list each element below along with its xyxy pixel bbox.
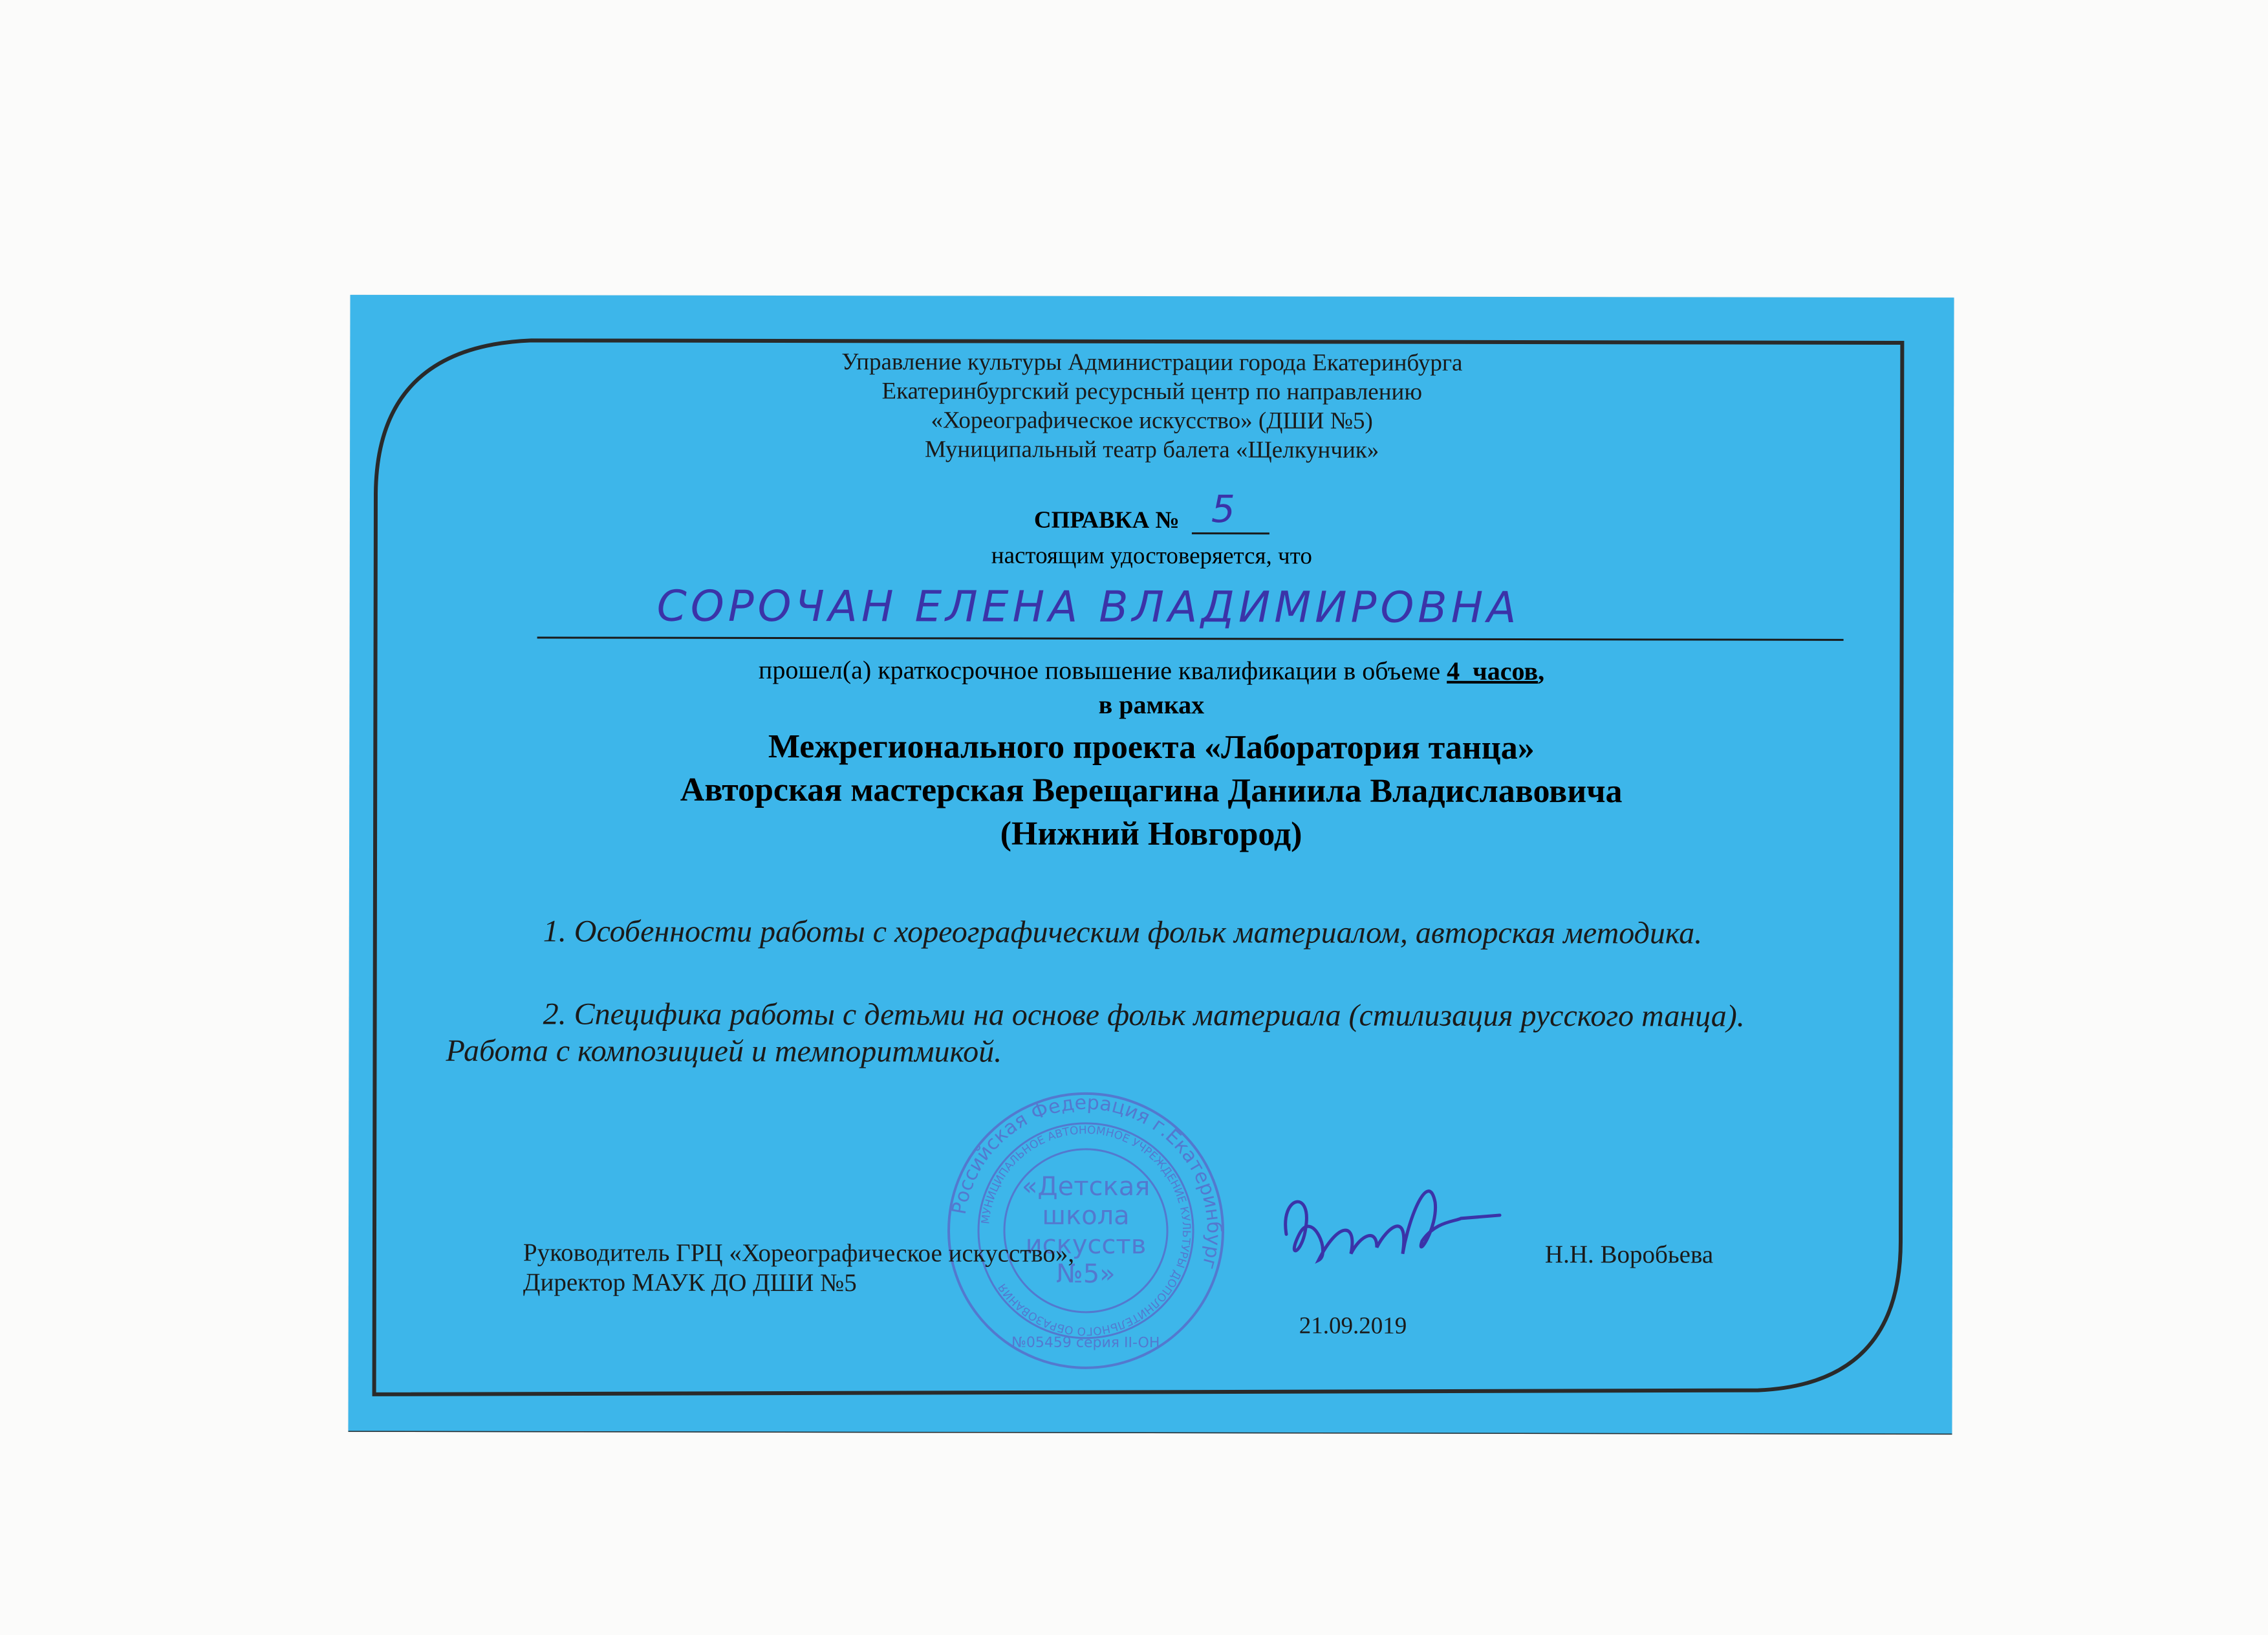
header-line-3: «Хореографическое искусство» (ДШИ №5) — [931, 407, 1373, 435]
certificate-number: 5 — [1211, 487, 1239, 532]
topic-item-1: 1. Особенности работы с хореографическим фольк материалом, авторская методика. — [543, 914, 1703, 951]
signatory-role-2: Директор МАУК ДО ДШИ №5 — [523, 1268, 857, 1297]
recipient-line — [537, 581, 1844, 641]
completed-prefix: прошел(а) краткосрочное повышение квалификации в объеме — [758, 655, 1441, 686]
stamp-outer-text: Российская Федерация г.Екатеринбург — [947, 1091, 1226, 1272]
project-line-2: Авторская мастерская Верещагина Даниила Владиславовича — [680, 771, 1623, 810]
stamp-center-3: искусств — [1025, 1229, 1147, 1260]
stamp-reg-number: №05459 серия II-OH — [1011, 1334, 1160, 1352]
header-line-1: Управление культуры Администрации города Екатеринбурга — [841, 349, 1463, 376]
official-stamp — [944, 1088, 1229, 1373]
certificate-label: СПРАВКА № — [1033, 506, 1180, 534]
certificate-number-field — [1192, 487, 1269, 534]
topic-item-2: 2. Специфика работы с детьми на основе фольк материала (стилизация русского танца). Работа с композицией и темпоритмикой. — [446, 997, 1745, 1069]
recipient-name: СОРОЧАН ЕЛЕНА ВЛАДИМИРОВНА — [656, 581, 1520, 633]
header-line-4: Муниципальный театр балета «Щелкунчик» — [924, 436, 1379, 464]
project-line-1: Межрегионального проекта «Лаборатория танца» — [768, 728, 1535, 767]
stamp-center-1: «Детская — [1021, 1171, 1150, 1202]
stamp-center-2: школа — [1042, 1200, 1130, 1231]
handwritten-signature — [1273, 1156, 1532, 1286]
signatory-role-1: Руководитель ГРЦ «Хореографическое искусство», — [523, 1239, 1075, 1268]
within-text: в рамках — [1098, 689, 1205, 720]
completed-text — [349, 654, 1953, 687]
header-line-2: Екатеринбургский ресурсный центр по направлению — [881, 378, 1423, 406]
hours-value: 4 часов — [1447, 656, 1539, 686]
certificate-title — [350, 487, 1954, 536]
hours-suffix: , — [1538, 656, 1545, 686]
stamp-inner-text: МУНИЦИПАЛЬНОЕ АВТОНОМНОЕ УЧРЕЖДЕНИЕ КУЛЬТУРЫ ДОПОЛНИТЕЛЬНОГО ОБРАЗОВАНИЯ — [979, 1123, 1193, 1337]
certificate-sheet — [348, 295, 1954, 1435]
project-line-3: (Нижний Новгород) — [1000, 815, 1302, 853]
signatory-name: Н.Н. Воробьева — [1544, 1240, 1714, 1269]
stamp-center-4: №5» — [1056, 1259, 1116, 1289]
certifies-text: настоящим удостоверяется, что — [991, 542, 1312, 570]
certificate-date: 21.09.2019 — [1299, 1312, 1407, 1339]
